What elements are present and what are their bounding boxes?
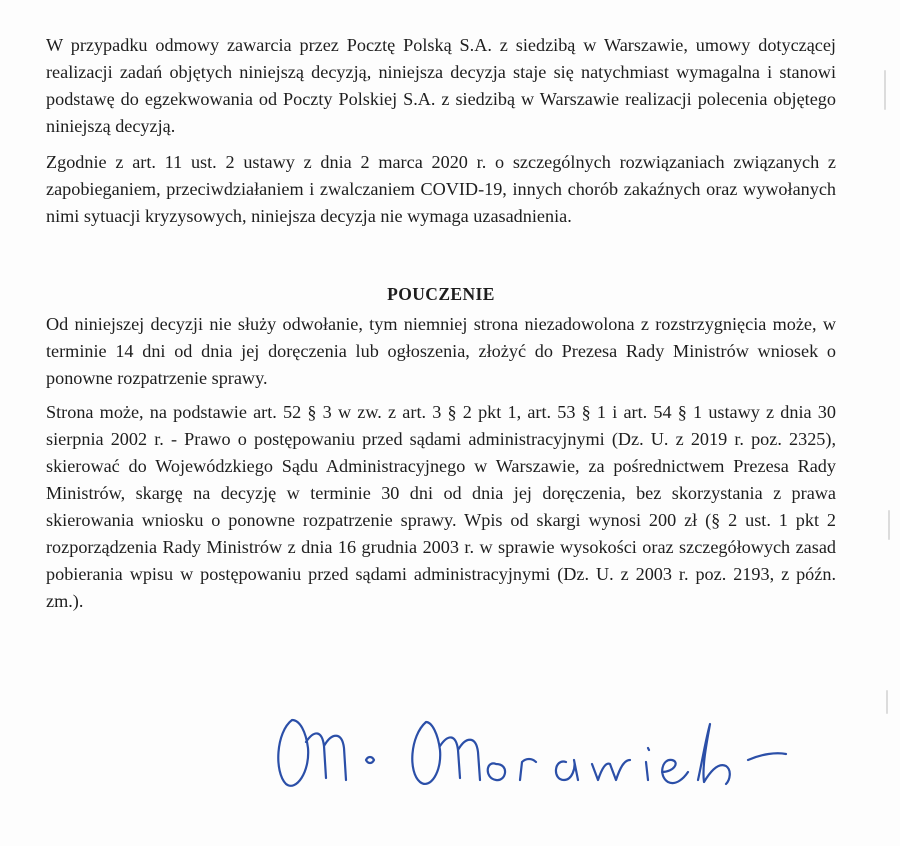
signature-strokes [278,720,786,786]
paragraph-refusal-clause: W przypadku odmowy zawarcia przez Pocztę Polską S.A. z siedzibą w Warszawie, umowy dotyczącej realizacji zadań objętych niniejszą decyzją, niniejsza decyzja staje się natychmiast wymagalna i stanowi podstawę do egzekwowania od Poczty Polskiej S.A. z siedzibą w Warszawie realizacji polecenia objętego niniejszą decyzją. [46,35,836,136]
signature-stroke [440,737,480,780]
signature-stroke [306,733,346,780]
scan-artifact [888,510,890,540]
paragraph-complaint-right: Strona może, na podstawie art. 52 § 3 w zw. z art. 3 § 2 pkt 1, art. 53 § 1 i art. 54 § 1 ustawy z dnia 30 sierpnia 2002 r. - Prawo o postępowaniu przed sądami administracyjnymi (Dz. U. z 2019 r. poz. 2325), skierować do Wojewódzkiego Sądu Administracyjnego w Warszawie, za pośrednictwem Prezesa Rady Ministrów, skargę na decyzję w terminie 30 dni od dnia jej doręczenia, bez skorzystania z prawa skierowania wniosku o ponowne rozpatrzenie sprawy. Wpis od skargi wynosi 200 zł (§ 2 ust. 1 pkt 2 rozporządzenia Rady Ministrów z dnia 16 grudnia 2003 r. w sprawie wysokości oraz szczegółowych zasad pobierania wpisu w postępowaniu przed sądami administracyjnymi (Dz. U. z 2003 r. poz. 2193, z późn. zm.). [46,402,836,611]
signature-stroke [556,760,578,780]
document-body [46,32,836,615]
signature-stroke [662,760,688,783]
signature-stroke [646,748,649,780]
section-heading-instruction: POUCZENIE [387,284,495,304]
signature-stroke [520,759,536,780]
signature-stroke [592,760,630,780]
signature-stroke [488,763,505,780]
signature-stroke [748,753,786,760]
signature-stroke [698,724,730,784]
signature-stroke [412,722,440,784]
scan-artifact [884,70,886,110]
handwritten-signature [270,702,870,792]
paragraph-justification-exemption: Zgodnie z art. 11 ust. 2 ustawy z dnia 2 marca 2020 r. o szczególnych rozwiązaniach związanych z zapobieganiem, przeciwdziałaniem i zwalczaniem COVID-19, innych chorób zakaźnych oraz wywołanych nimi sytuacji kryzysowych, niniejsza decyzja nie wymaga uzasadnienia. [46,152,836,226]
signature-stroke [278,720,308,786]
paragraph-reconsideration: Od niniejszej decyzji nie służy odwołanie, tym niemniej strona niezadowolona z rozstrzygnięcia może, w terminie 14 dni od dnia jej doręczenia lub ogłoszenia, złożyć do Prezesa Rady Ministrów wniosek o ponowne rozpatrzenie sprawy. [46,314,836,388]
scan-artifact [886,690,888,714]
signature-stroke [366,757,374,763]
